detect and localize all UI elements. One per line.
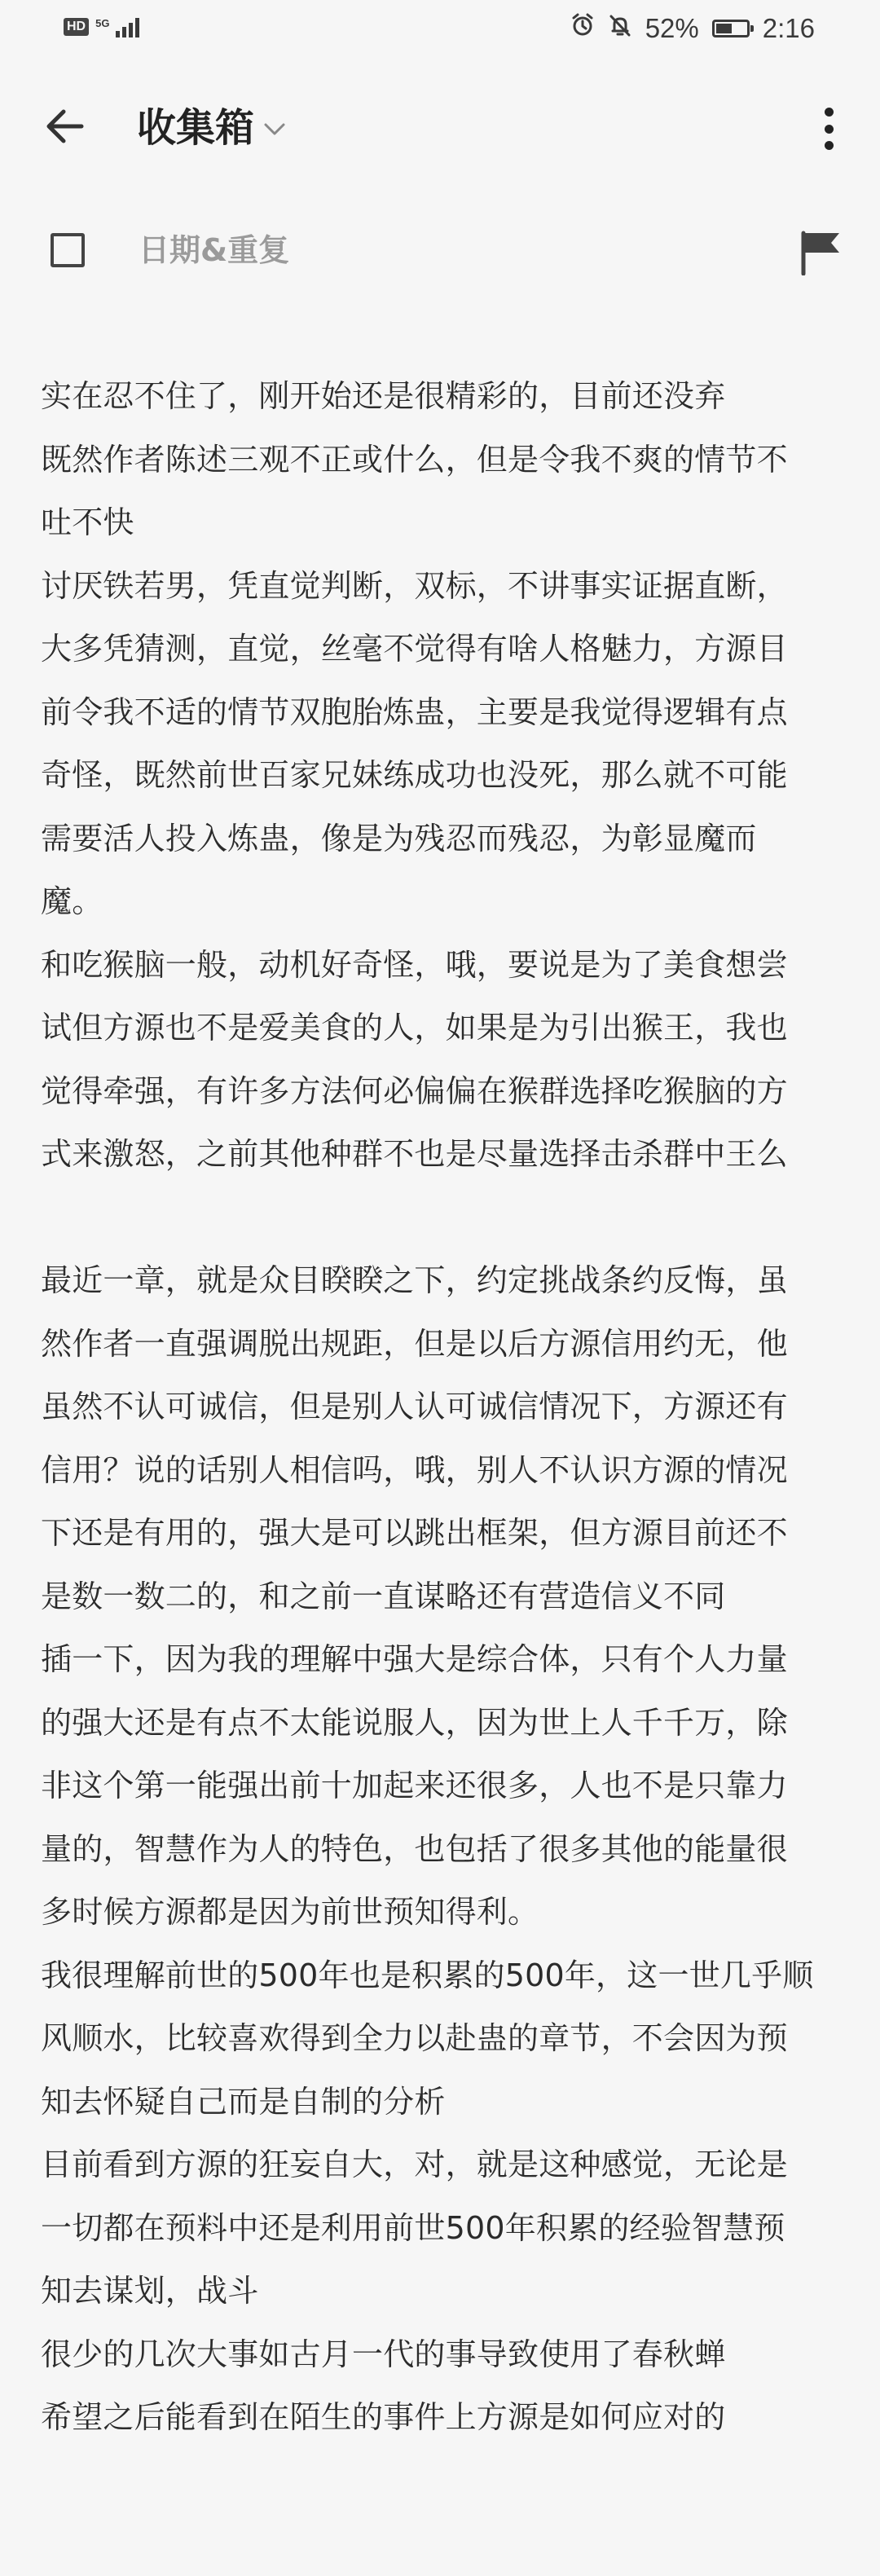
note-line: 的强大还是有点不太能说服人，因为世上人千千万，除 [41,1704,788,1741]
status-right [570,13,815,44]
back-button[interactable] [41,102,93,151]
battery-percent: 52% [645,13,699,43]
battery-icon [712,20,750,37]
note-line: 一切都在预料中还是利用前世500年积累的经验智慧预 [41,2209,785,2246]
note-line: 实在忍不住了，刚开始还是很精彩的，目前还没弃 [41,378,726,414]
status-left [64,16,139,37]
clock-time: 2:16 [762,13,815,43]
note-line [41,1187,831,1250]
note-line: 吐不快 [41,504,134,540]
note-line: 需要活人投入炼蛊，像是为残忍而残忍，为彰显魔而 [41,820,757,856]
task-row [0,214,880,279]
note-line: 插一下，因为我的理解中强大是综合体，只有个人力量 [41,1641,788,1677]
note-line: 觉得牵强，有许多方法何必偏偏在猴群选择吃猴脑的方 [41,1072,788,1109]
note-line: 试但方源也不是爱美食的人，如果是为引出猴王，我也 [41,1010,788,1046]
note-line: 最近一章，就是众目睽睽之下，约定挑战条约反悔，虽 [41,1262,788,1298]
battery-fill [716,24,732,33]
arrow-left-icon [41,102,90,151]
note-line: 式来激怒，之前其他种群不也是尽量选择击杀群中王么 [41,1136,788,1172]
alarm-icon [570,13,595,44]
note-line: 目前看到方源的狂妄自大，对，就是这种感觉，无论是 [41,2147,788,2182]
more-dot [825,141,834,150]
note-line: 知去怀疑自己而是自制的分析 [41,2083,446,2120]
note-line: 非这个第一能强出前十加起来还很多，人也不是只靠力 [41,1768,788,1803]
note-line: 虽然不认可诚信，但是别人认可诚信情况下，方源还有 [41,1389,788,1425]
page-title: 收集箱 [137,105,255,151]
note-line: 多时候方源都是因为前世预知得利。 [41,1894,539,1930]
flag-icon [800,230,843,275]
date-repeat-button[interactable]: 日期&重复 [139,232,290,268]
note-line: 量的，智慧作为人的特色，也包括了很多其他的能量很 [41,1830,788,1867]
status-bar [0,0,880,60]
note-line: 信用？说的话别人相信吗，哦，别人不认识方源的情况 [41,1451,788,1488]
network-type: 5G [95,16,110,29]
note-line: 然作者一直强调脱出规距，但是以后方源信用约无，他 [41,1325,788,1362]
more-vertical-icon[interactable] [816,104,841,153]
note-line: 魔。 [41,883,103,919]
note-line: 和吃猴脑一般，动机好奇怪，哦，要说是为了美食想尝 [41,946,788,983]
note-line: 希望之后能看到在陌生的事件上方源是如何应对的 [41,2399,726,2435]
flag-button[interactable] [800,230,843,275]
note-line: 风顺水，比较喜欢得到全力以赴蛊的章节，不会因为预 [41,2020,788,2056]
more-dot [825,125,834,134]
mute-icon [608,13,632,44]
note-line: 讨厌铁若男，凭直觉判断，双标，不讲事实证据直断， [41,567,788,604]
note-line: 我很理解前世的500年也是积累的500年，这一世几乎顺 [41,1957,814,1993]
note-line: 奇怪，既然前世百家兄妹练成功也没死，那么就不可能 [41,757,788,793]
note-line: 是数一数二的，和之前一直谋略还有营造信义不同 [41,1578,726,1614]
note-content[interactable] [41,365,831,2450]
list-selector[interactable] [137,99,287,156]
note-line: 知去谋划，战斗 [41,2273,259,2309]
task-checkbox[interactable] [51,233,85,267]
app-bar [0,81,880,171]
note-line: 很少的几次大事如古月一代的事导致使用了春秋蝉 [41,2336,726,2372]
note-line: 下还是有用的，强大是可以跳出框架，但方源目前还不 [41,1515,788,1551]
more-dot [825,108,834,117]
hd-badge: HD [64,18,89,36]
note-line: 大多凭猜测，直觉，丝毫不觉得有啥人格魅力，方源目 [41,631,788,667]
note-line: 既然作者陈述三观不正或什么，但是令我不爽的情节不 [41,441,788,478]
note-line: 前令我不适的情节双胞胎炼蛊，主要是我觉得逻辑有点 [41,694,788,730]
signal-icon [116,16,139,37]
chevron-down-icon [262,104,287,156]
